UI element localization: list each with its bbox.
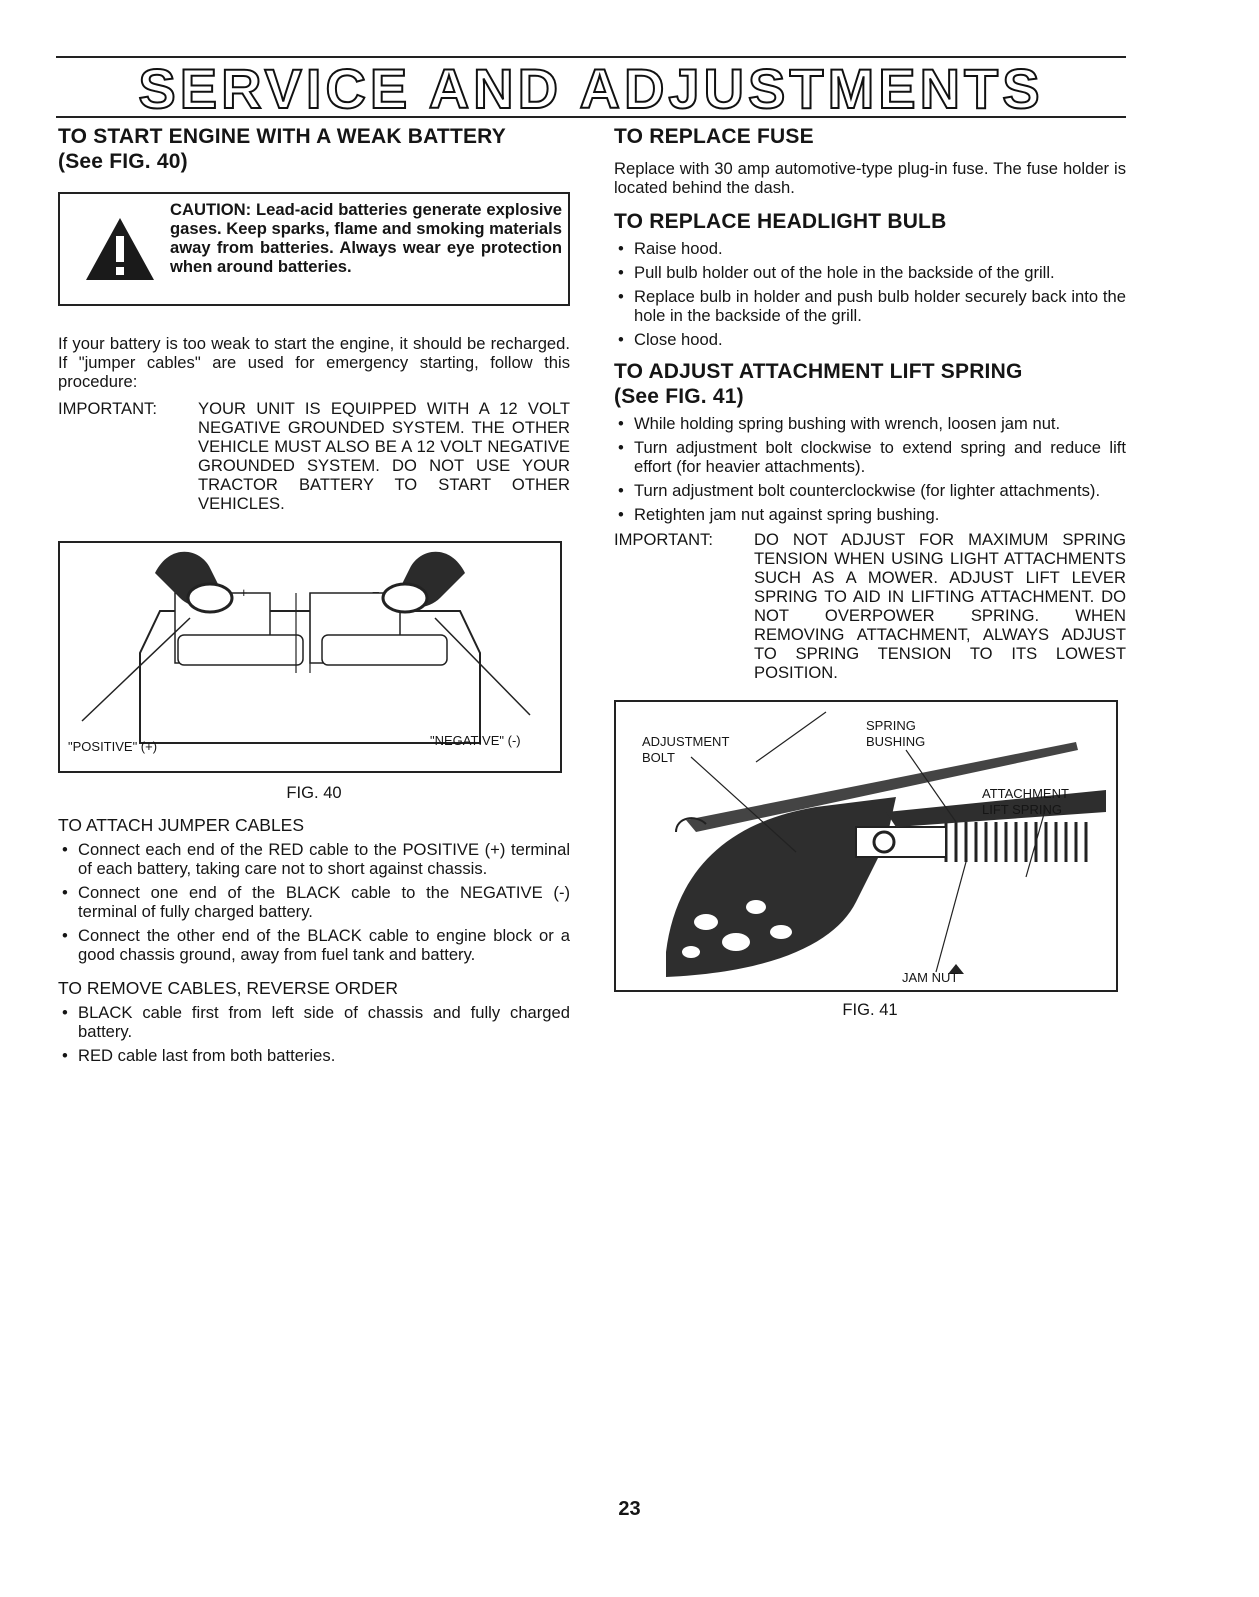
- attachment-label: ATTACHMENT: [982, 786, 1069, 801]
- plus-symbol: +: [240, 585, 248, 600]
- lift-spring-heading-ref: (See FIG. 41): [614, 385, 744, 408]
- list-item: • BLACK cable first from left side of chassis and fully charged battery.: [58, 1003, 570, 1041]
- figure-40: [58, 541, 562, 773]
- negative-label: "NEGATIVE" (-): [430, 733, 521, 748]
- spring-label: SPRING: [866, 718, 916, 733]
- warning-icon: [84, 216, 156, 282]
- attach-cables-steps: [58, 840, 570, 964]
- list-item: • Turn adjustment bolt clockwise to extend spring and reduce lift effort (for heavier attachments).: [614, 438, 1126, 476]
- title-underline: [56, 116, 1126, 118]
- figure-41: [614, 700, 1118, 992]
- page-number: 23: [618, 1498, 641, 1520]
- important-note-right: [614, 530, 1126, 682]
- intro-text: If your battery is too weak to start the engine, it should be recharged. If "jumper cables" are used for emergency starting, follow this procedure:: [58, 334, 570, 391]
- list-item: • While holding spring bushing with wrench, loosen jam nut.: [614, 414, 1126, 433]
- bushing-label: BUSHING: [866, 734, 926, 749]
- adjustment-label: ADJUSTMENT: [642, 734, 730, 749]
- figure-40-caption: FIG. 40: [286, 783, 342, 802]
- fuse-heading: TO REPLACE FUSE: [614, 125, 814, 148]
- list-item: • Raise hood.: [614, 239, 1126, 258]
- list-item: • Retighten jam nut against spring bushing.: [614, 505, 1126, 524]
- list-item: • Turn adjustment bolt counterclockwise (for lighter attachments).: [614, 481, 1126, 500]
- page-title: SERVICE AND ADJUSTMENTS: [138, 57, 1044, 120]
- lift-spring-steps: [614, 414, 1126, 524]
- figure-41-caption: FIG. 41: [842, 1000, 898, 1019]
- important-text: DO NOT ADJUST FOR MAXIMUM SPRING TENSION WHEN USING LIGHT ATTACHMENTS SUCH AS A MOWER. ADJUST LIFT LEVER SPRING TO AID IN LIFTING ATTACHMENT. DO NOT OVERPOWER SPRING. WHEN REMOVING ATTACHMENT, ALWAYS ADJUST TO SPRING TENSION TO ITS LOWEST POSITION.: [754, 530, 1126, 682]
- left-column: [58, 124, 570, 1065]
- list-item: • Close hood.: [614, 330, 1126, 349]
- headlight-steps: [614, 239, 1126, 349]
- list-item: • Connect one end of the BLACK cable to the NEGATIVE (-) terminal of fully charged battery.: [58, 883, 570, 921]
- important-note-left: [58, 399, 570, 513]
- important-text: YOUR UNIT IS EQUIPPED WITH A 12 VOLT NEGATIVE GROUNDED SYSTEM. THE OTHER VEHICLE MUST ALSO BE A 12 VOLT NEGATIVE GROUNDED SYSTEM. DO NOT USE YOUR TRACTOR BATTERY TO START OTHER VEHICLES.: [198, 399, 570, 513]
- list-item: • Connect the other end of the BLACK cable to engine block or a good chassis ground, away from fuel tank and battery.: [58, 926, 570, 964]
- jam-nut-label: JAM NUT: [902, 970, 959, 985]
- remove-cables-heading: TO REMOVE CABLES, REVERSE ORDER: [58, 978, 399, 998]
- list-item: • Pull bulb holder out of the hole in the backside of the grill.: [614, 263, 1126, 282]
- important-label: IMPORTANT:: [614, 530, 713, 549]
- positive-label: "POSITIVE" (+): [68, 739, 158, 754]
- lift-spring-heading: TO ADJUST ATTACHMENT LIFT SPRING: [614, 360, 1023, 383]
- caution-box: [58, 192, 570, 306]
- bolt-label: BOLT: [642, 750, 675, 765]
- important-label: IMPORTANT:: [58, 399, 157, 418]
- minus-symbol: −: [372, 585, 380, 600]
- attach-cables-heading: TO ATTACH JUMPER CABLES: [58, 815, 305, 835]
- list-item: • Connect each end of the RED cable to the POSITIVE (+) terminal of each battery, taking care not to short against chassis.: [58, 840, 570, 878]
- list-item: • RED cable last from both batteries.: [58, 1046, 570, 1065]
- weak-battery-heading-ref: (See FIG. 40): [58, 150, 188, 173]
- list-item: • Replace bulb in holder and push bulb holder securely back into the hole in the backside of the grill.: [614, 287, 1126, 325]
- caution-text: CAUTION: Lead-acid batteries generate explosive gases. Keep sparks, flame and smoking materials away from batteries. Always wear eye protection when around batteries.: [170, 200, 562, 276]
- lift-spring-label: LIFT SPRING: [982, 802, 1062, 817]
- weak-battery-heading: TO START ENGINE WITH A WEAK BATTERY: [58, 125, 506, 148]
- right-column: [614, 124, 1126, 1020]
- headlight-heading: TO REPLACE HEADLIGHT BULB: [614, 210, 947, 233]
- fuse-text: Replace with 30 amp automotive-type plug-in fuse. The fuse holder is located behind the dash.: [614, 159, 1126, 197]
- remove-cables-steps: [58, 1003, 570, 1065]
